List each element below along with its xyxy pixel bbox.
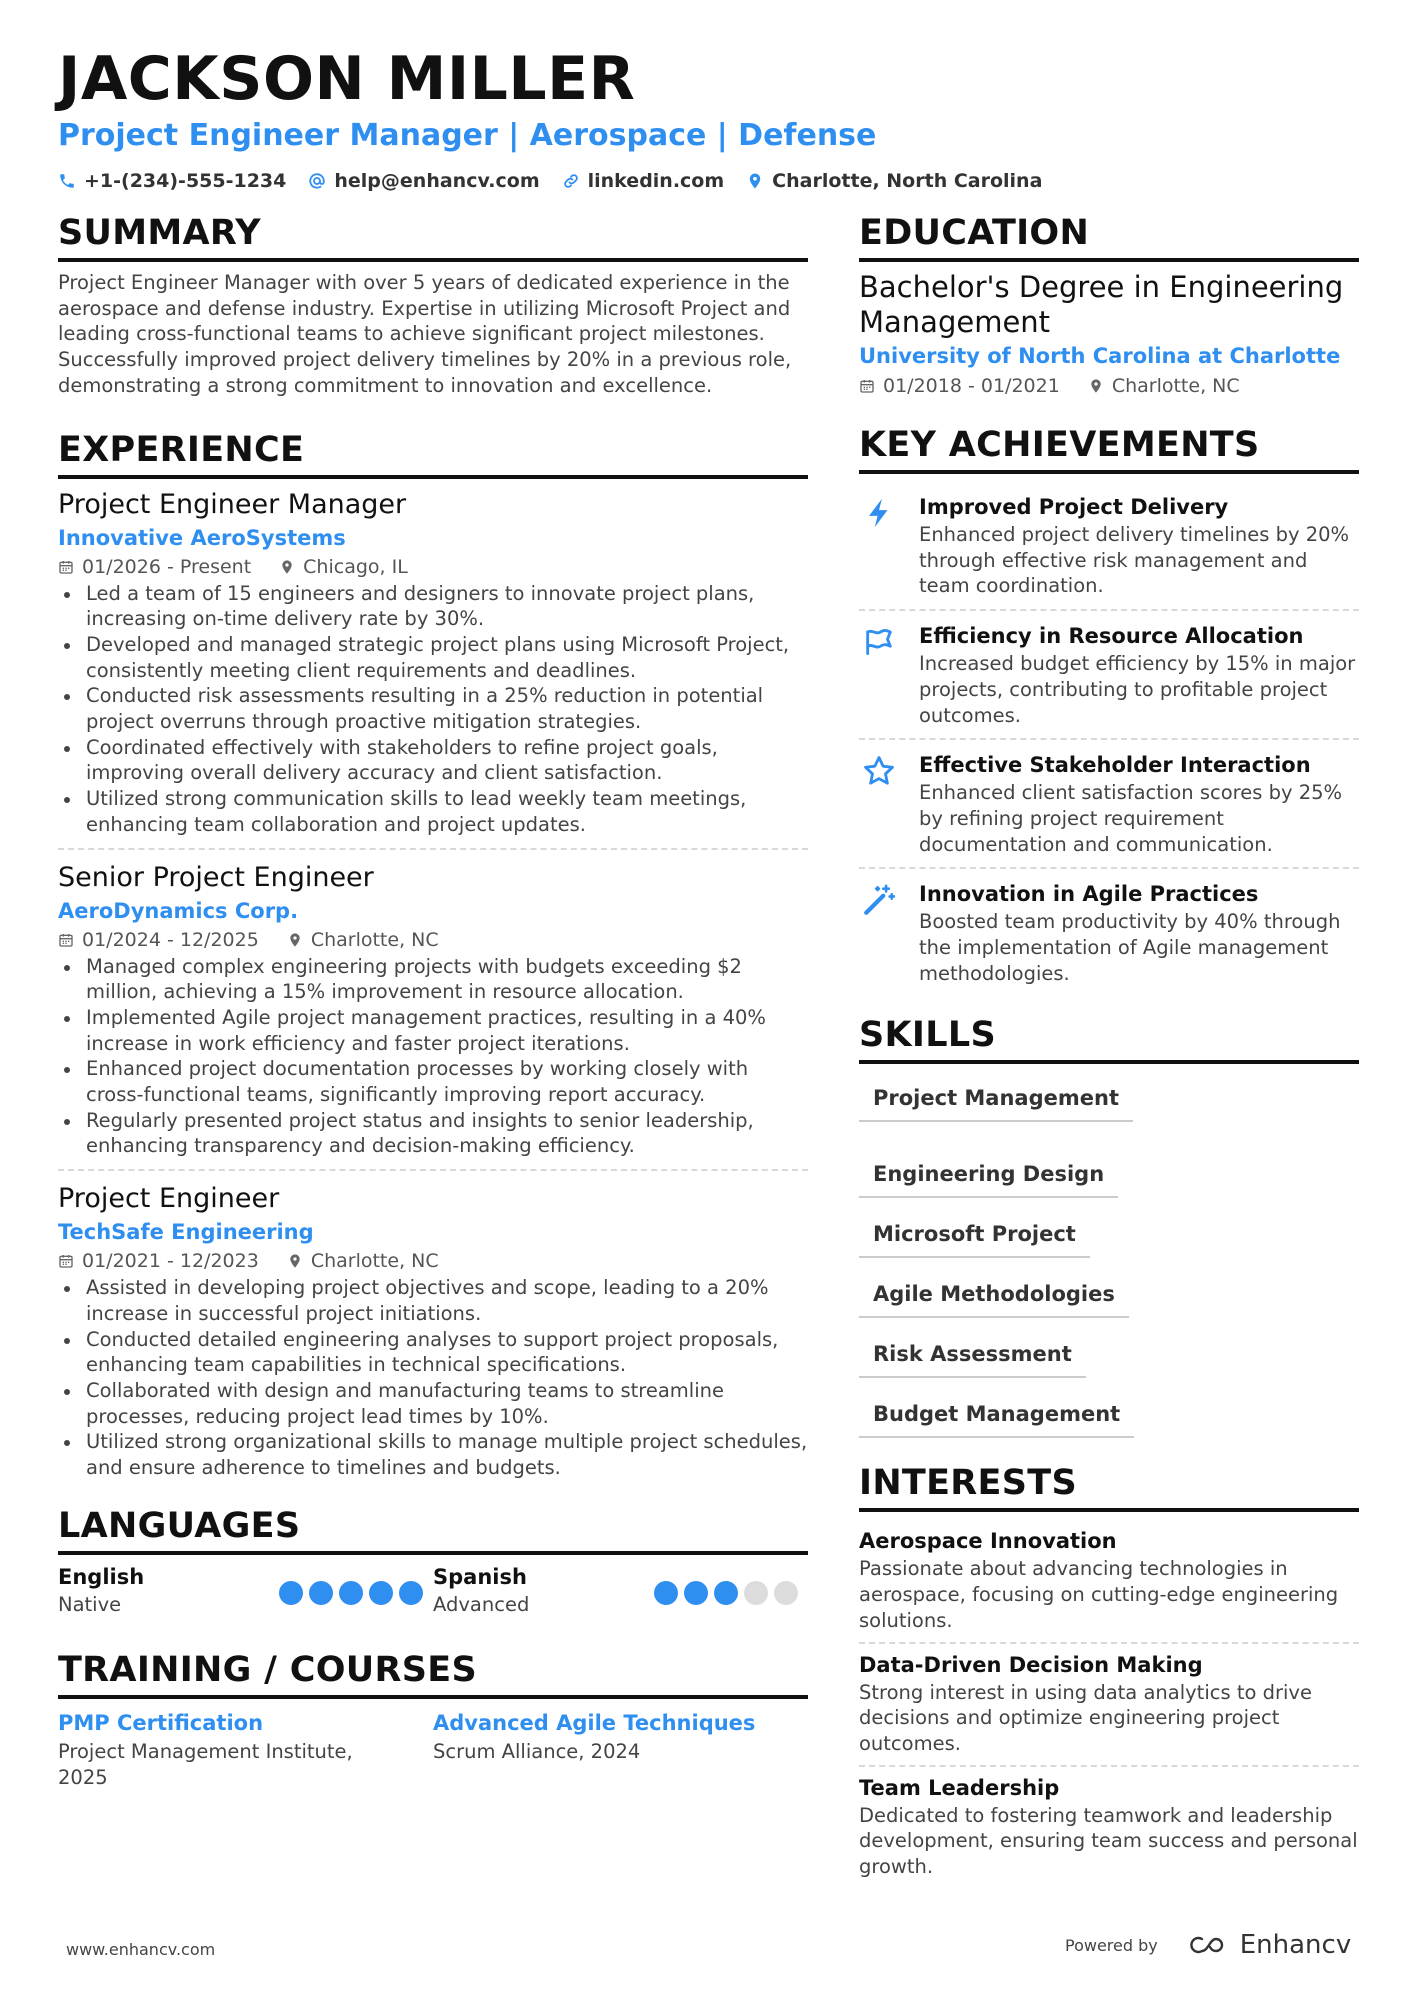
- skill-tag: Engineering Design: [859, 1154, 1118, 1198]
- candidate-name: JACKSON MILLER: [58, 44, 636, 114]
- achievements-title: KEY ACHIEVEMENTS: [859, 424, 1359, 474]
- brand-name: Enhancv: [1239, 1930, 1352, 1960]
- skill-tag: Budget Management: [859, 1394, 1134, 1438]
- email-text: help@enhancv.com: [334, 170, 540, 192]
- job-title: Senior Project Engineer: [58, 861, 374, 893]
- contact-email[interactable]: [308, 170, 539, 192]
- company-name: Innovative AeroSystems: [58, 525, 346, 550]
- skill-tag: Agile Methodologies: [859, 1274, 1129, 1318]
- language-name: Spanish: [433, 1564, 527, 1589]
- training-title: TRAINING / COURSES: [58, 1649, 808, 1699]
- achievement-title: Improved Project Delivery: [919, 495, 1229, 519]
- interest-title: Aerospace Innovation: [859, 1529, 1117, 1554]
- bullet-item: Led a team of 15 engineers and designers to innovate project plans, increasing on-time delivery rate by 30%.: [58, 581, 808, 632]
- bullet-item: Utilized strong organizational skills to manage multiple project schedules, and ensure adherence to timelines and budgets.: [58, 1429, 808, 1480]
- job-bullets: [58, 1275, 808, 1481]
- job-title: Project Engineer: [58, 1183, 280, 1215]
- achievement-item: [859, 867, 1359, 996]
- contact-phone[interactable]: [58, 170, 286, 192]
- language-level: Native: [58, 1592, 122, 1616]
- bullet-item: Regularly presented project status and insights to senior leadership, enhancing transparency and decision-making efficiency.: [58, 1108, 808, 1159]
- star-icon: [862, 754, 896, 788]
- course-desc: Project Management Institute, 2025: [58, 1739, 353, 1789]
- achievement-title: Effective Stakeholder Interaction: [919, 753, 1311, 778]
- course-title: PMP Certification: [58, 1710, 264, 1735]
- phone-text: +1-(234)-555-1234: [84, 170, 287, 192]
- job-entry: [58, 487, 808, 848]
- proficiency-dots: [279, 1581, 423, 1605]
- skills-title: SKILLS: [859, 1014, 1359, 1064]
- experience-title: EXPERIENCE: [58, 429, 808, 479]
- job-meta: [58, 553, 808, 581]
- summary-text: Project Engineer Manager with over 5 years of dedicated experience in the aerospace and defense industry. Expertise in utilizing Microsoft Project and leading cross-functional teams to achieve significant project milestones. Successfully improved project delivery timelines by 20% in a previous role, demonstrating a strong commitment to innovation and excellence.: [58, 271, 792, 397]
- job-entry: [58, 1169, 808, 1491]
- job-title: Project Engineer Manager: [58, 488, 407, 520]
- course-item: [58, 1707, 433, 1790]
- interests-section: [859, 1462, 1359, 1887]
- interest-desc: Strong interest in using data analytics to drive decisions and optimize engineering project outcomes.: [859, 1680, 1312, 1755]
- magic-wand-icon: [862, 883, 896, 917]
- language-name: English: [58, 1564, 145, 1589]
- languages-section: [58, 1505, 808, 1619]
- language-item: [58, 1563, 433, 1619]
- calendar-icon: [58, 559, 74, 575]
- edu-dates: 01/2018 - 01/2021: [883, 375, 1060, 397]
- bullet-item: Enhanced project documentation processes by working closely with cross-functional teams, significantly improving report accuracy.: [58, 1056, 808, 1107]
- training-section: [58, 1649, 808, 1790]
- left-column: [58, 212, 808, 1790]
- bullet-item: Coordinated effectively with stakeholders to refine project goals, improving overall delivery accuracy and client satisfaction.: [58, 735, 808, 786]
- skill-tag: Risk Assessment: [859, 1334, 1086, 1378]
- edu-location: Charlotte, NC: [1111, 375, 1240, 397]
- course-desc: Scrum Alliance, 2024: [433, 1739, 641, 1763]
- bullet-item: Implemented Agile project management practices, resulting in a 40% increase in work efficiency and faster project iterations.: [58, 1005, 808, 1056]
- lightning-icon: [862, 496, 896, 530]
- languages-title: LANGUAGES: [58, 1505, 808, 1555]
- summary-section: [58, 212, 808, 399]
- proficiency-dot: [774, 1581, 798, 1605]
- achievement-desc: Enhanced project delivery timelines by 20% through effective risk management and team coordination.: [919, 523, 1350, 598]
- footer-branding: [1065, 1930, 1351, 1960]
- achievement-item: [859, 482, 1359, 609]
- link-icon: [562, 172, 580, 190]
- job-entry: [58, 848, 808, 1170]
- location-pin-icon: [287, 1253, 303, 1269]
- company-name: TechSafe Engineering: [58, 1220, 314, 1245]
- flag-icon: [862, 625, 896, 659]
- location-pin-icon: [746, 172, 764, 190]
- interests-title: INTERESTS: [859, 1462, 1359, 1512]
- job-bullets: [58, 581, 808, 838]
- bullet-item: Assisted in developing project objectives and scope, leading to a 20% increase in successful project initiations.: [58, 1275, 808, 1326]
- calendar-icon: [58, 1253, 74, 1269]
- bullet-item: Developed and managed strategic project plans using Microsoft Project, consistently meeting client requirements and deadlines.: [58, 632, 808, 683]
- interest-title: Data-Driven Decision Making: [859, 1652, 1203, 1677]
- candidate-headline: Project Engineer Manager | Aerospace | Defense: [58, 118, 877, 153]
- job-bullets: [58, 954, 808, 1160]
- course-title: Advanced Agile Techniques: [433, 1710, 756, 1735]
- location-pin-icon: [1088, 378, 1104, 394]
- course-item: [433, 1707, 808, 1790]
- proficiency-dot: [369, 1581, 393, 1605]
- interest-desc: Dedicated to fostering teamwork and leadership development, ensuring team success and personal growth.: [859, 1803, 1358, 1879]
- location-pin-icon: [279, 559, 295, 575]
- courses-list: [58, 1707, 808, 1790]
- bullet-item: Utilized strong communication skills to lead weekly team meetings, enhancing team collaboration and project updates.: [58, 786, 808, 837]
- achievements-section: [859, 424, 1359, 996]
- company-name: AeroDynamics Corp.: [58, 898, 299, 923]
- calendar-icon: [58, 932, 74, 948]
- proficiency-dots: [654, 1581, 798, 1605]
- proficiency-dot: [654, 1581, 678, 1605]
- bullet-item: Managed complex engineering projects with budgets exceeding $2 million, achieving a 15% improvement in resource allocation.: [58, 954, 808, 1005]
- location-text: Charlotte, North Carolina: [772, 170, 1043, 192]
- job-location: Charlotte, NC: [310, 928, 439, 951]
- interest-desc: Passionate about advancing technologies in aerospace, focusing on cutting-edge engineering solutions.: [859, 1557, 1339, 1632]
- language-level: Advanced: [433, 1592, 530, 1616]
- at-icon: [308, 172, 326, 190]
- interest-title: Team Leadership: [859, 1775, 1060, 1800]
- contact-linkedin[interactable]: [562, 170, 725, 192]
- job-location: Chicago, IL: [303, 555, 408, 578]
- proficiency-dot: [714, 1581, 738, 1605]
- edu-degree: Bachelor's Degree in Engineering Management: [859, 270, 1344, 339]
- job-meta: [58, 1247, 808, 1275]
- linkedin-text: linkedin.com: [587, 170, 725, 192]
- languages-list: [58, 1563, 808, 1619]
- job-dates: 01/2021 - 12/2023: [82, 1250, 259, 1273]
- contact-location: [746, 170, 1042, 192]
- job-dates: 01/2024 - 12/2025: [82, 928, 259, 951]
- location-pin-icon: [287, 932, 303, 948]
- education-section: [859, 212, 1359, 400]
- enhancv-logo-icon: [1184, 1933, 1230, 1957]
- bullet-item: Collaborated with design and manufacturing teams to streamline processes, reducing project lead times by 10%.: [58, 1378, 808, 1429]
- job-dates: 01/2026 - Present: [82, 555, 252, 578]
- phone-icon: [58, 172, 76, 190]
- education-title: EDUCATION: [859, 212, 1359, 262]
- achievement-desc: Increased budget efficiency by 15% in major projects, contributing to profitable project outcomes.: [919, 652, 1356, 727]
- interest-item: [859, 1642, 1359, 1765]
- language-item: [433, 1563, 808, 1619]
- powered-by-text: Powered by: [1065, 1935, 1158, 1955]
- skills-list: [859, 1072, 1359, 1438]
- proficiency-dot: [684, 1581, 708, 1605]
- job-meta: [58, 926, 808, 954]
- calendar-icon: [859, 378, 875, 394]
- edu-meta: [859, 372, 1359, 400]
- proficiency-dot: [339, 1581, 363, 1605]
- summary-title: SUMMARY: [58, 212, 808, 262]
- achievement-item: [859, 609, 1359, 738]
- skill-tag: Project Management: [859, 1078, 1133, 1122]
- job-location: Charlotte, NC: [310, 1250, 439, 1273]
- achievement-title: Innovation in Agile Practices: [919, 882, 1259, 907]
- proficiency-dot: [744, 1581, 768, 1605]
- achievement-title: Efficiency in Resource Allocation: [919, 624, 1304, 649]
- interest-item: [859, 1765, 1359, 1888]
- footer-website[interactable]: www.enhancv.com: [66, 1940, 216, 1959]
- proficiency-dot: [279, 1581, 303, 1605]
- brand-logo[interactable]: [1184, 1930, 1351, 1960]
- achievement-item: [859, 738, 1359, 867]
- edu-school: University of North Carolina at Charlotte: [859, 344, 1341, 368]
- proficiency-dot: [309, 1581, 333, 1605]
- interest-item: [859, 1520, 1359, 1641]
- skill-tag: Microsoft Project: [859, 1214, 1090, 1258]
- contact-bar: [58, 170, 1042, 192]
- bullet-item: Conducted detailed engineering analyses to support project proposals, enhancing team capabilities in technical specifications.: [58, 1327, 808, 1378]
- right-column: [859, 212, 1359, 1888]
- experience-section: [58, 429, 808, 1491]
- proficiency-dot: [399, 1581, 423, 1605]
- achievement-desc: Boosted team productivity by 40% through the implementation of Agile management methodologies.: [919, 910, 1341, 985]
- achievement-desc: Enhanced client satisfaction scores by 25% by refining project requirement documentation and communication.: [919, 781, 1343, 856]
- bullet-item: Conducted risk assessments resulting in a 25% reduction in potential project overruns through proactive mitigation strategies.: [58, 683, 808, 734]
- skills-section: [859, 1014, 1359, 1438]
